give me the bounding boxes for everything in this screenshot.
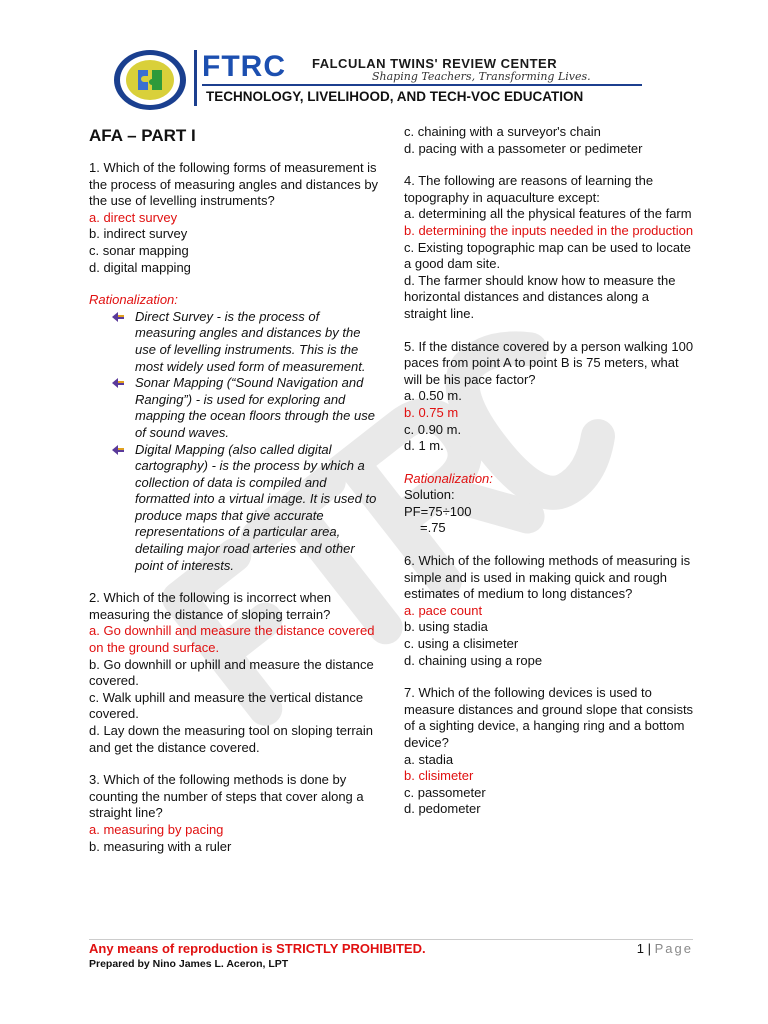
option: d. Lay down the measuring tool on sloping terrain and get the distance covered. xyxy=(89,723,374,755)
question-text: 4. The following are reasons of learning the topography in aquaculture except: xyxy=(404,173,654,205)
option: d. 1 m. xyxy=(404,438,444,454)
brand-logo-text: FTRC xyxy=(202,50,286,83)
header-subtitle: TECHNOLOGY, LIVELIHOOD, AND TECH-VOC EDUCATION xyxy=(206,89,584,104)
left-column xyxy=(89,126,379,871)
option: c. Existing topographic map can be used to locate a good dam site. xyxy=(404,239,691,272)
solution-line: PF=75÷100 xyxy=(404,503,472,519)
page-number-value: 1 xyxy=(636,941,644,956)
option: d. pacing with a passometer or pedimeter xyxy=(404,140,643,156)
question-3 xyxy=(89,772,379,855)
option: d. chaining using a rope xyxy=(404,652,543,668)
question-3-continued xyxy=(404,124,694,157)
option: b. Go downhill or uphill and measure the distance covered. xyxy=(89,656,374,689)
option: b. indirect survey xyxy=(89,226,188,242)
header-divider xyxy=(194,50,197,106)
rationalization-text: Direct Survey - is the process of measuring angles and distances by the use of levelling instruments. This is the most widely used form of measurement. xyxy=(135,308,366,374)
page-separator: | xyxy=(647,941,651,956)
solution-block xyxy=(404,471,694,537)
answer-option: a. Go downhill and measure the distance covered on the ground surface. xyxy=(89,623,375,656)
page-header xyxy=(112,48,652,112)
option: d. pedometer xyxy=(404,801,481,817)
question-text: 1. Which of the following forms of measurement is the process of measuring angles and distances by the use of levelling instruments? xyxy=(89,160,379,209)
rationalization-heading: Rationalization: xyxy=(404,470,493,486)
rationalization-text: Sonar Mapping (“Sound Navigation and Ranging”) - is used for exploring and mapping the ocean floors through the use of sound waves. xyxy=(135,375,375,440)
option: d. digital mapping xyxy=(89,259,191,275)
page-word: Page xyxy=(654,941,693,956)
arrow-bullet-icon xyxy=(111,444,125,456)
arrow-bullet-icon xyxy=(111,311,125,323)
question-text: 2. Which of the following is incorrect when measuring the distance of sloping terrain? xyxy=(89,590,332,622)
question-text: 6. Which of the following methods of measuring is simple and is used in making quick and rough estimates of medium to long distances? xyxy=(404,553,691,602)
option: a. determining all the physical features of the farm xyxy=(404,206,692,222)
option: a. stadia xyxy=(404,751,454,767)
prepared-by: Prepared by Nino James L. Aceron, LPT xyxy=(89,958,289,970)
rationalization-text: Digital Mapping (also called digital cartography) - is the process by which a collection of data is compiled and formatted into a virtual image. It is used to produce maps that give accurate representations of a particular area, detailing major road arteries and other point of interests. xyxy=(135,441,377,573)
answer-option: b. 0.75 m xyxy=(404,404,459,420)
center-name: FALCULAN TWINS' REVIEW CENTER xyxy=(312,56,558,71)
option: c. sonar mapping xyxy=(89,242,189,258)
header-rule xyxy=(202,84,642,86)
ftrc-seal-logo xyxy=(112,48,188,112)
option: c. using a clisimeter xyxy=(404,636,519,652)
answer-option: a. direct survey xyxy=(89,209,178,225)
right-column xyxy=(404,124,694,834)
question-6 xyxy=(404,553,694,669)
option: b. using stadia xyxy=(404,619,488,635)
solution-line: =.75 xyxy=(420,520,446,536)
option: c. 0.90 m. xyxy=(404,421,462,437)
rationalization-item xyxy=(111,375,379,441)
question-4 xyxy=(404,173,694,322)
option: d. The farmer should know how to measure the horizontal distances and distances along a straight line. xyxy=(404,272,676,321)
question-text: 7. Which of the following devices is used to measure distances and ground slope that consists of a sighting device, a hanging ring and a bottom device? xyxy=(404,685,694,750)
page-number xyxy=(637,941,693,956)
question-5 xyxy=(404,339,694,455)
footer-rule xyxy=(89,939,693,940)
rationalization-item xyxy=(111,309,379,375)
question-text: 5. If the distance covered by a person walking 100 paces from point A to point B is 75 meters, what will be his pace factor? xyxy=(404,338,694,387)
question-7 xyxy=(404,685,694,818)
answer-option: a. pace count xyxy=(404,602,483,618)
rationalization-item xyxy=(111,442,379,575)
option: b. measuring with a ruler xyxy=(89,838,232,854)
reproduction-notice: Any means of reproduction is STRICTLY PROHIBITED. xyxy=(89,941,426,956)
solution-label: Solution: xyxy=(404,487,455,503)
option: c. chaining with a surveyor's chain xyxy=(404,124,601,139)
question-2 xyxy=(89,590,379,756)
answer-option: b. clisimeter xyxy=(404,768,474,784)
rationalization-heading: Rationalization: xyxy=(89,292,178,308)
question-1 xyxy=(89,160,379,276)
question-text: 3. Which of the following methods is done by counting the number of steps that cover along a straight line? xyxy=(89,772,364,821)
rationalization-list xyxy=(89,309,379,575)
arrow-bullet-icon xyxy=(111,377,125,389)
tagline: Shaping Teachers, Transforming Lives. xyxy=(372,70,591,83)
answer-option: b. determining the inputs needed in the production xyxy=(404,222,694,238)
document-title: AFA – PART I xyxy=(89,126,196,145)
answer-option: a. measuring by pacing xyxy=(89,821,224,837)
option: c. passometer xyxy=(404,784,486,800)
option: a. 0.50 m. xyxy=(404,388,462,404)
option: c. Walk uphill and measure the vertical distance covered. xyxy=(89,689,364,722)
